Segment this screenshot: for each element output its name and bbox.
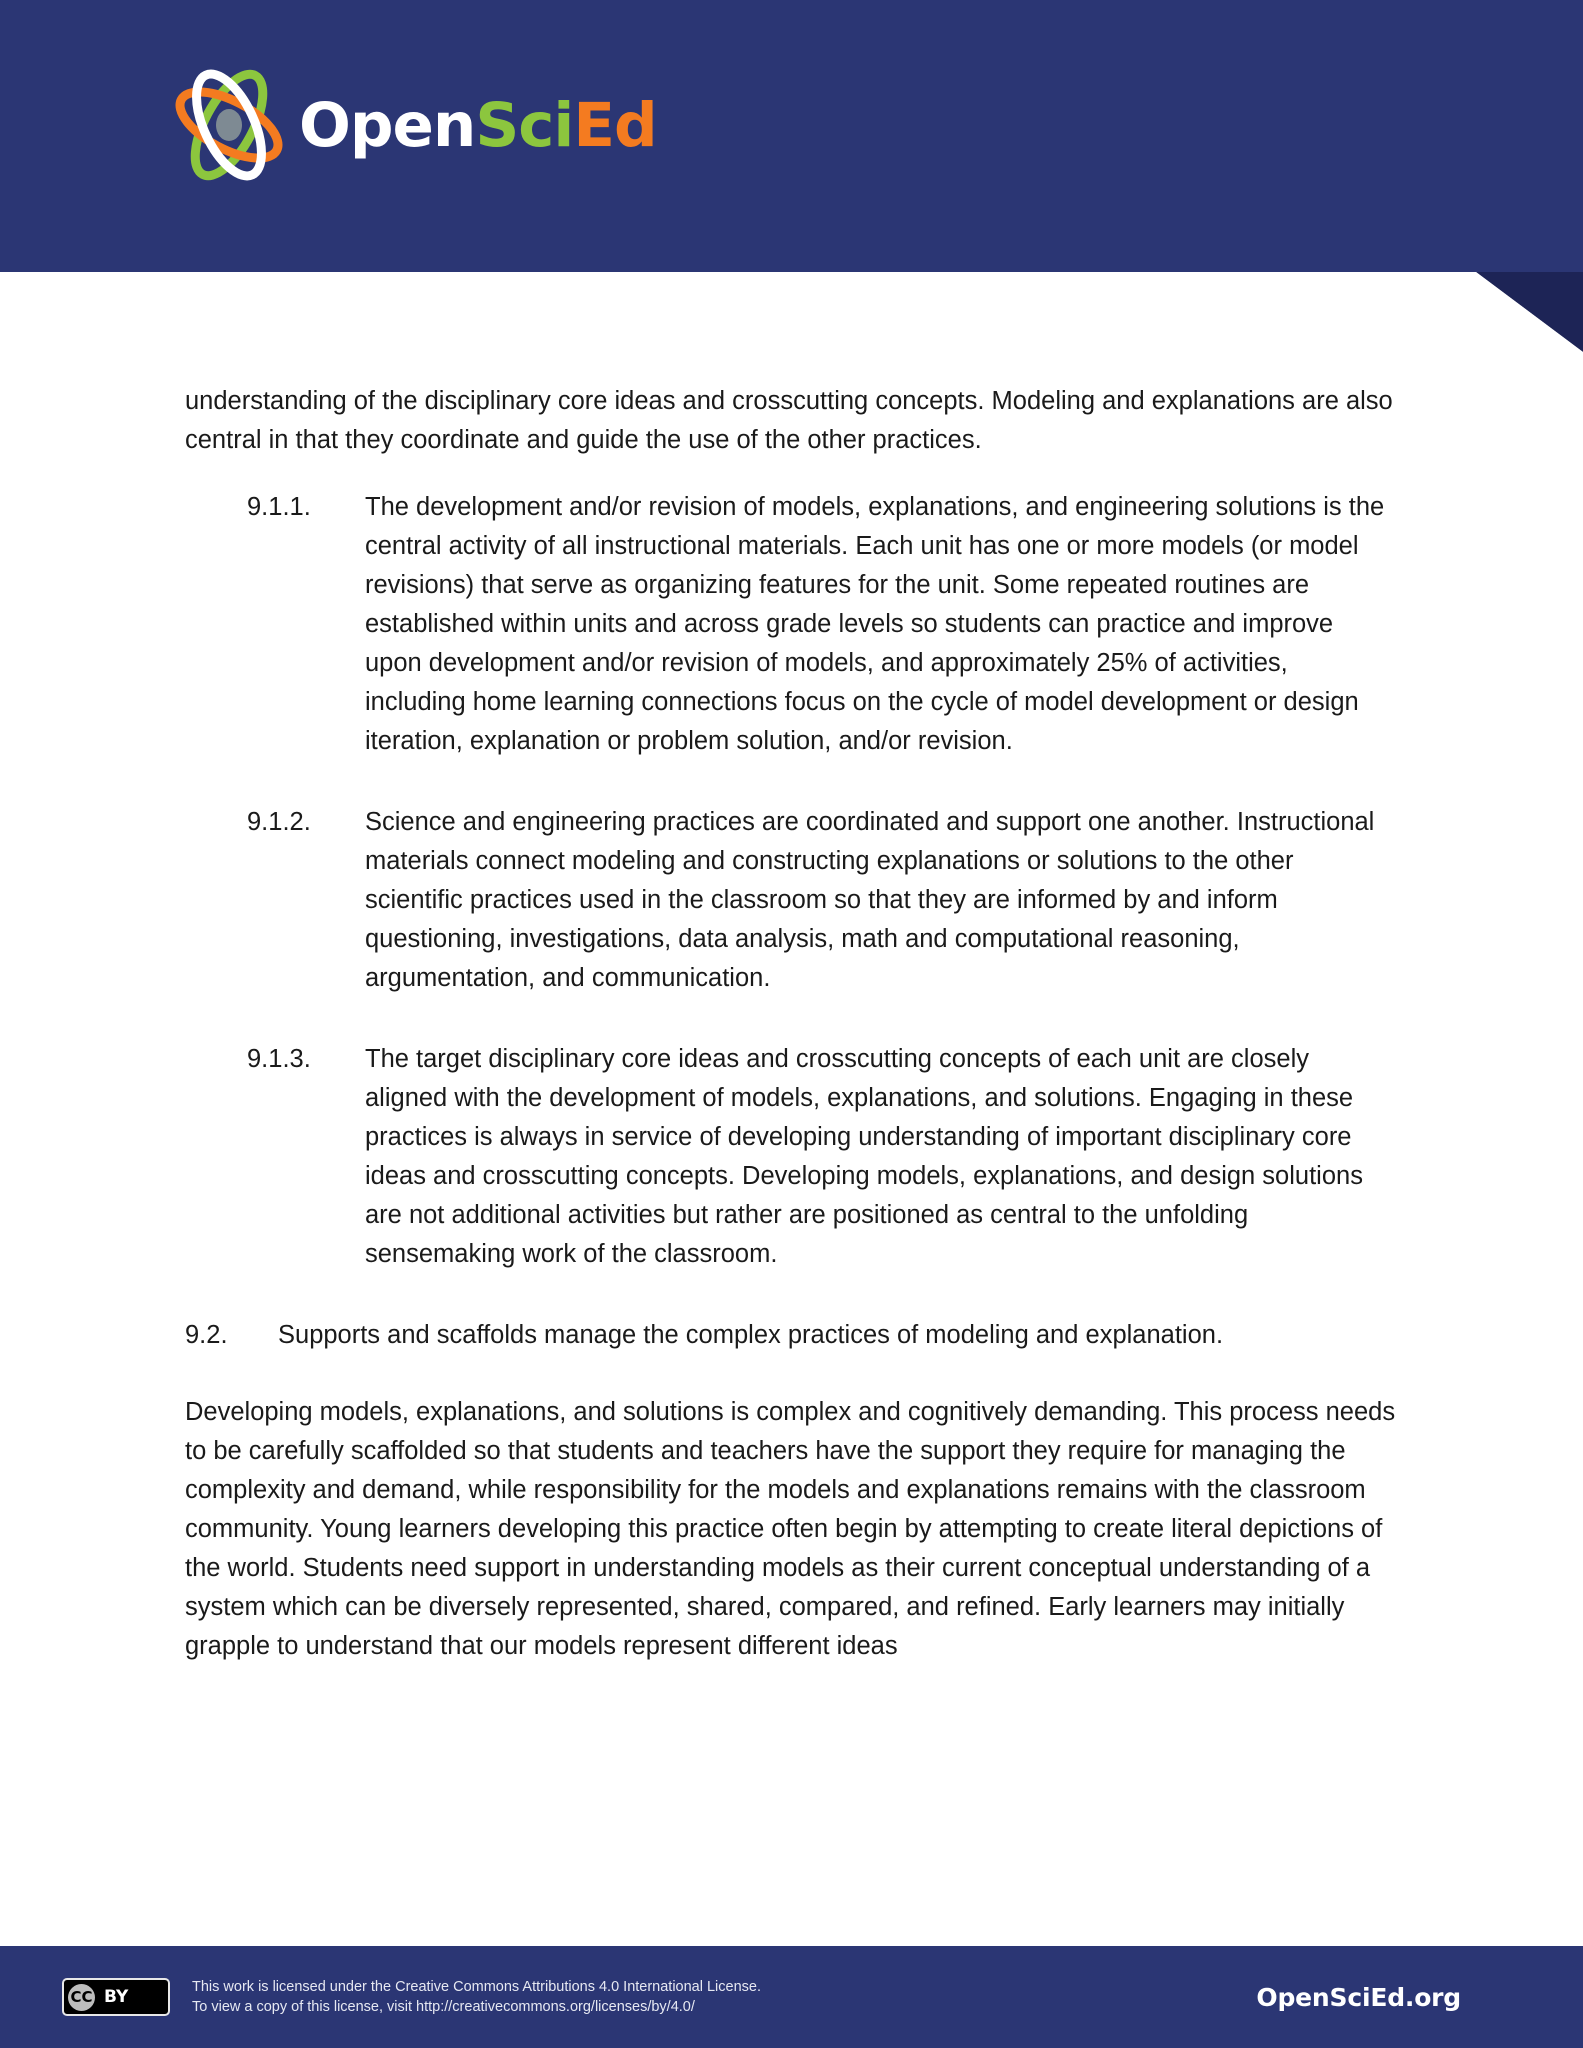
closing-paragraph: Developing models, explanations, and solutions is complex and cognitively demanding. This process needs to be carefully scaffolded so that students and teachers have the support they require for managing the complexity and demand, while responsibility for the models and explanations remains with the classroom community. Young learners developing this practice often begin by attempting to create literal depictions of the world. Students need support in understanding models as their current conceptual understanding of a system which can be diversely represented, shared, compared, and refined. Early learners may initially grapple to understand that our models represent different ideas: [185, 1398, 1396, 1660]
opensci-ed-logo: [165, 60, 657, 190]
footer-site-url: OpenSciEd.org: [1256, 1982, 1461, 2012]
section-text: Supports and scaffolds manage the complex practices of modeling and explanation.: [278, 1321, 1224, 1349]
creative-commons-by-icon: [62, 1978, 170, 2016]
atom-logo-icon: [165, 61, 293, 189]
item-number: 9.1.2.: [247, 808, 311, 836]
logo-word-open: Open: [299, 89, 476, 161]
logo-word-sci: Sci: [475, 89, 574, 161]
item-text: The target disciplinary core ideas and crosscutting concepts of each unit are closely aligned with the development of models, explanations, and solutions. Engaging in these practices is always in service of developing understanding of important disciplinary core ideas and crosscutting concepts. Developing models, explanations, and design solutions are not additional activities but rather are positioned as central to the unfolding sensemaking work of the classroom.: [365, 1045, 1363, 1268]
list-item: [185, 488, 1433, 761]
list-item: [185, 803, 1433, 998]
numbered-item-list: [185, 488, 1433, 1355]
item-text: Science and engineering practices are coordinated and support one another. Instructional materials connect modeling and constructing explanations or solutions to the other scientific practices used in the classroom so that they are informed by and inform questioning, investigations, data analysis, math and computational reasoning, argumentation, and communication.: [365, 808, 1375, 992]
license-text: [192, 1977, 761, 2017]
intro-paragraph: understanding of the disciplinary core ideas and crosscutting concepts. Modeling and explanations are also central in that they coordinate and guide the use of the other practices.: [185, 387, 1393, 454]
license-line-2: To view a copy of this license, visit http://creativecommons.org/licenses/by/4.0/: [192, 1999, 695, 2015]
section-heading-row: [185, 1316, 1433, 1355]
license-line-1: This work is licensed under the Creative Commons Attributions 4.0 International License.: [192, 1979, 762, 1995]
document-body: [0, 272, 1583, 1946]
logo-word-ed: Ed: [573, 89, 657, 161]
cc-circle-mark: CC: [68, 1984, 95, 2011]
section-number: 9.2.: [185, 1321, 228, 1349]
list-item: [185, 1040, 1433, 1274]
cc-by-label: BY: [104, 1987, 129, 2007]
item-number: 9.1.3.: [247, 1045, 311, 1073]
item-text: The development and/or revision of models, explanations, and engineering solutions is the central activity of all instructional materials. Each unit has one or more models (or model revisions) that serve as organizing features for the unit. Some repeated routines are established within units and across grade levels so students can practice and improve upon development and/or revision of models, and approximately 25% of activities, including home learning connections focus on the cycle of model development or design iteration, explanation or problem solution, and/or revision.: [365, 493, 1385, 755]
item-number: 9.1.1.: [247, 493, 311, 521]
page-footer: [0, 1946, 1583, 2048]
page-header: [0, 0, 1583, 272]
logo-wordmark: [299, 89, 657, 161]
